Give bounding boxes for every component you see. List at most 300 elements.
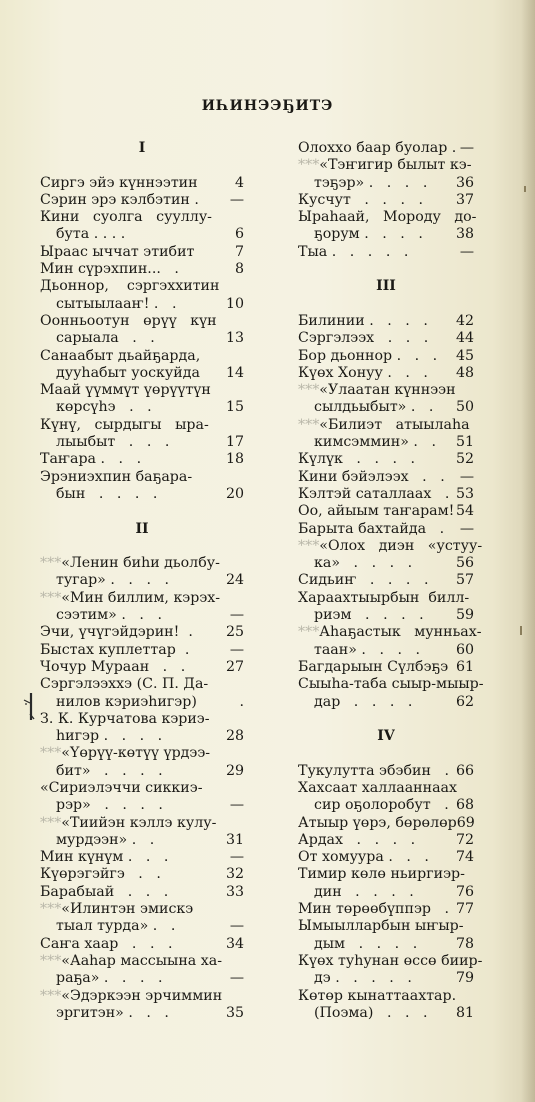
entry-title-text: Таҥара . . .	[40, 451, 142, 468]
entry-title-text: Тимир көлө ньиргиэр-	[298, 866, 465, 883]
entry-page-number: 81	[455, 1004, 474, 1021]
toc-entry	[298, 952, 483, 988]
entry-title-text: бута . . . .	[56, 226, 126, 243]
entry-title-text: Эрэниэхпин баҕара-	[40, 468, 193, 485]
toc-entry-line	[298, 676, 484, 693]
toc-entry-line	[40, 745, 244, 762]
entry-page-number: 10	[225, 295, 244, 312]
toc-entry-line	[298, 521, 474, 538]
entry-title-text: Барабыай . . .	[40, 883, 169, 900]
entry-title-text: «Тэҥигир былыт кэ-	[319, 157, 472, 174]
star-mark: ***	[298, 157, 320, 174]
toc-entry-row	[298, 244, 474, 261]
toc-entry-line	[40, 676, 244, 693]
entry-page-number: 17	[225, 434, 244, 451]
toc-entry-line	[298, 537, 483, 555]
toc-entry-row	[298, 537, 483, 555]
toc-entry-row	[298, 521, 474, 538]
entry-page-number: —	[459, 468, 474, 485]
toc-entry-line	[40, 572, 244, 589]
entry-page-number: 31	[225, 831, 244, 848]
toc-entry-line	[298, 988, 474, 1005]
toc-entry-line	[298, 348, 474, 365]
entry-title-text: «Олох диэн «устуу-	[319, 537, 483, 554]
toc-left-column	[40, 140, 244, 1022]
entry-title	[298, 659, 448, 676]
entry-page-number: 60	[455, 641, 474, 658]
entry-title	[56, 607, 162, 624]
entry-title	[298, 157, 472, 174]
toc-entry	[40, 469, 244, 504]
toc-entry-row	[298, 486, 474, 503]
entry-title-text: кимсэммин» . .	[314, 434, 436, 451]
entry-title	[314, 694, 412, 711]
entry-page-number: 38	[455, 226, 474, 243]
toc-entry-line	[298, 952, 483, 970]
toc-entry-line	[40, 434, 244, 451]
toc-entry-row	[314, 399, 474, 416]
entry-title-text: Кини бэйэлээх . .	[298, 468, 445, 485]
entry-title	[40, 866, 161, 883]
section-spacer	[298, 261, 474, 278]
toc-entry-row	[40, 209, 244, 226]
entry-page-number: 68	[455, 797, 474, 814]
toc-entry-line	[298, 192, 474, 209]
entry-title-text: Сэрин эрэ кэлбэтин .	[40, 191, 199, 208]
toc-entry-line	[298, 451, 474, 468]
toc-entry-line	[298, 313, 474, 330]
toc-entry-row	[298, 676, 484, 693]
entry-page-number: 66	[455, 762, 474, 779]
entry-title	[40, 936, 173, 953]
entry-title-text: (Поэма) . . .	[314, 1004, 428, 1021]
toc-entry-line	[40, 763, 244, 780]
entry-page-number: —	[459, 243, 474, 260]
entry-page-number: 20	[225, 485, 244, 502]
entry-page-number: 69	[456, 814, 475, 831]
toc-entry-row	[40, 936, 244, 953]
toc-entry-row	[56, 434, 244, 451]
toc-entry-line	[40, 209, 244, 226]
entry-title	[40, 590, 220, 607]
toc-entry-line	[298, 607, 474, 624]
toc-entry-line	[40, 296, 244, 313]
entry-title	[298, 676, 484, 693]
toc-entry	[40, 780, 244, 815]
entry-title	[314, 970, 412, 987]
entry-page-number: 51	[455, 434, 474, 451]
entry-title	[40, 953, 222, 970]
entry-title-text: Эчи, үчүгэйдэрин! .	[40, 624, 193, 641]
entry-page-number: 62	[455, 693, 474, 710]
entry-page-number: 77	[455, 901, 474, 918]
entry-title-text: таан» . . . .	[314, 641, 421, 658]
toc-entry-row	[314, 970, 474, 987]
entry-title-text: Санаабыт дьайҕарда,	[40, 347, 201, 364]
toc-entry	[40, 884, 244, 901]
star-mark: ***	[298, 537, 320, 554]
entry-title	[40, 642, 189, 659]
entry-page-number: 59	[455, 607, 474, 624]
entry-title	[314, 226, 423, 243]
entry-title	[298, 365, 428, 382]
toc-entry-line	[40, 175, 244, 192]
toc-entry-row	[298, 417, 474, 434]
toc-entry-row	[314, 175, 474, 192]
entry-page-number: —	[459, 140, 474, 156]
toc-entry-row	[314, 642, 474, 659]
toc-entry-row	[40, 815, 244, 832]
entry-title-text: Мин күнүм . . .	[40, 849, 169, 866]
entry-page-number: 74	[455, 849, 474, 866]
entry-page-number: 28	[225, 728, 244, 745]
entry-page-number: —	[229, 918, 244, 935]
entry-title	[56, 226, 125, 243]
entry-page-number: 56	[455, 555, 474, 572]
entry-title-text: риэм . . . .	[314, 607, 424, 624]
toc-entry-line	[40, 694, 244, 711]
toc-entry-row	[298, 659, 474, 676]
entry-page-number: 53	[455, 485, 474, 502]
entry-page-number: 61	[455, 658, 474, 675]
entry-title-text: тэҕэр» . . . .	[314, 174, 428, 191]
toc-entry	[40, 745, 244, 780]
entry-title-text: Бор дьоннор . . .	[298, 347, 438, 364]
toc-entry-line	[298, 624, 482, 641]
toc-entry-line	[298, 918, 474, 935]
toc-entry-line	[40, 226, 244, 243]
entry-title-text: «Мин биллим, кэрэх-	[61, 589, 221, 606]
toc-entry-row	[56, 296, 244, 313]
toc-entry-line	[40, 313, 244, 330]
entry-title-text: Сэргэлээх . . .	[298, 330, 429, 347]
entry-page-number: —	[229, 849, 244, 866]
page-title: ИҺИНЭЭҔИТЭ	[201, 98, 334, 114]
entry-title	[40, 417, 209, 434]
toc-entry-row	[40, 382, 244, 399]
entry-page-number: 48	[455, 364, 474, 381]
toc-entry-line	[298, 970, 474, 987]
star-mark: ***	[40, 901, 62, 918]
toc-entry	[298, 157, 474, 192]
entry-page-number: 36	[455, 174, 474, 191]
entry-title	[298, 503, 454, 520]
toc-entry-row	[298, 451, 474, 468]
entry-title	[314, 555, 412, 572]
toc-entry-row	[40, 313, 244, 330]
toc-entry-line	[40, 832, 244, 849]
section-spacer	[298, 711, 474, 728]
toc-entry-line	[40, 348, 244, 365]
star-mark: ***	[40, 952, 62, 969]
entry-title-text: лыыбыт . . .	[56, 434, 170, 451]
toc-entry	[298, 486, 474, 503]
section-heading: I	[138, 140, 146, 156]
page-gutter-shadow	[521, 0, 535, 1102]
entry-title-text: Оо, айыым таҥарам!	[298, 503, 455, 520]
toc-entry-row	[56, 572, 244, 589]
toc-entry	[40, 175, 244, 192]
entry-title	[56, 970, 163, 987]
toc-entry-line	[40, 555, 244, 572]
toc-entry-line	[298, 209, 477, 226]
entry-title	[40, 884, 168, 901]
toc-entry	[298, 659, 474, 676]
toc-entry-line	[298, 555, 474, 572]
toc-entry-line	[40, 866, 244, 883]
entry-title	[314, 797, 449, 814]
entry-title	[40, 451, 141, 468]
entry-title	[298, 832, 415, 849]
toc-entry-line	[298, 763, 474, 780]
toc-entry-row	[56, 918, 244, 935]
entry-title-text: Олоххо баар буолар .	[298, 140, 457, 156]
toc-entry-row	[314, 936, 474, 953]
toc-entry-line	[298, 469, 474, 486]
entry-page-number: .	[239, 693, 244, 710]
toc-entry	[298, 365, 474, 382]
entry-title-text: Быстах куплеттар .	[40, 641, 190, 658]
section-spacer	[40, 538, 244, 555]
toc-entry-row	[40, 642, 244, 659]
toc-entry-row	[298, 330, 474, 347]
toc-entry	[298, 348, 474, 365]
entry-title-text: нилов кэриэһигэр)	[56, 693, 197, 710]
entry-title	[56, 763, 163, 780]
toc-entry	[40, 348, 244, 383]
entry-page-number: 8	[234, 261, 244, 278]
entry-title	[298, 382, 456, 399]
toc-entry-line	[298, 659, 474, 676]
toc-entry-row	[314, 555, 474, 572]
toc-entry-row	[298, 624, 482, 641]
entry-title	[56, 330, 155, 347]
entry-title	[314, 399, 433, 416]
entry-title	[40, 780, 203, 797]
toc-entry-line	[40, 659, 244, 676]
toc-entry-line	[298, 832, 474, 849]
entry-page-number: —	[229, 797, 244, 814]
entry-page-number: 45	[455, 347, 474, 364]
toc-entry-line	[40, 918, 244, 935]
entry-title-text: Тукулутта эбэбин .	[298, 762, 449, 779]
toc-entry-line	[298, 936, 474, 953]
entry-page-number: 35	[225, 1004, 244, 1021]
entry-title	[56, 918, 175, 935]
toc-entry-line	[40, 953, 244, 970]
entry-page-number: 76	[455, 883, 474, 900]
toc-entry-row	[56, 486, 244, 503]
entry-title	[40, 988, 222, 1005]
toc-entry-line	[40, 988, 244, 1005]
entry-title-text: Кини суолга сууллу-	[40, 209, 212, 226]
entry-title	[40, 711, 210, 728]
toc-entry-row	[40, 590, 244, 607]
entry-title-text: Ардах . . . .	[298, 831, 416, 848]
entry-title	[40, 175, 198, 192]
toc-entry-line	[40, 797, 244, 814]
toc-entry-row	[40, 849, 244, 866]
entry-title-text: сарыала . .	[56, 330, 155, 347]
entry-page-number: 24	[225, 572, 244, 589]
toc-entry-row	[40, 659, 244, 676]
toc-entry-row	[40, 244, 244, 261]
entry-page-number: 29	[225, 762, 244, 779]
toc-entry-row	[40, 676, 244, 693]
entry-title-text: бын . . . .	[56, 485, 158, 502]
toc-entry	[298, 815, 474, 832]
section-heading: II	[135, 520, 149, 537]
entry-page-number: 42	[455, 312, 474, 329]
entry-title	[298, 953, 482, 970]
entry-page-number: 15	[225, 399, 244, 416]
toc-entry-line	[298, 503, 474, 520]
toc-entry-row	[314, 884, 474, 901]
entry-title-text: Хахсаат халлааннаах	[298, 779, 458, 796]
entry-title-text: «Билиэт атыылаһа	[319, 416, 470, 433]
entry-title-text: Күөрэгэйгэ . .	[40, 866, 161, 883]
toc-entry	[298, 521, 474, 538]
section-spacer	[298, 296, 474, 313]
toc-entry	[298, 780, 474, 815]
entry-title	[298, 209, 476, 226]
toc-entry-line	[40, 1005, 244, 1022]
toc-entry	[40, 313, 244, 348]
toc-entry-line	[298, 590, 474, 607]
toc-entry-row	[56, 607, 244, 624]
entry-title-text: «Улаатан күннээн	[319, 382, 456, 399]
entry-title-text: Оонньоотун өрүү күн	[40, 312, 217, 329]
entry-title-text: Тыа . . . . .	[298, 243, 409, 260]
entry-title	[298, 469, 445, 486]
entry-title	[298, 624, 482, 641]
toc-entry-row	[40, 866, 244, 883]
entry-page-number: 27	[225, 658, 244, 675]
entry-title-text: Көтөр кынаттаахтар.	[298, 987, 457, 1004]
toc-entry-row	[314, 797, 474, 814]
entry-title	[298, 901, 449, 918]
toc-entry-line	[298, 901, 474, 918]
entry-page-number: 34	[225, 935, 244, 952]
entry-title	[56, 486, 157, 503]
entry-title	[40, 624, 193, 641]
entry-title-text: тугар» . . . .	[56, 572, 169, 589]
entry-title-text: Кусчут . . . .	[298, 191, 424, 208]
paper-speck	[524, 186, 526, 192]
toc-entry-line	[40, 469, 244, 486]
entry-title	[56, 1005, 169, 1022]
star-mark: ***	[40, 987, 62, 1004]
entry-title-text: Кэлтэй саталлаах .	[298, 485, 450, 502]
toc-entry-line	[298, 226, 474, 243]
toc-entry-row	[314, 226, 474, 243]
toc-entry	[298, 417, 474, 452]
toc-entry-line	[298, 866, 474, 883]
section-heading: III	[376, 278, 396, 295]
entry-title-text: Чочур Мураан . .	[40, 658, 186, 675]
section-spacer	[40, 157, 244, 174]
entry-title	[40, 849, 168, 866]
toc-entry	[298, 209, 477, 244]
toc-entry-line	[40, 815, 244, 832]
entry-title	[298, 815, 457, 832]
entry-title	[40, 555, 220, 572]
toc-entry-row	[314, 1005, 474, 1022]
entry-title-text: эргитэн» . . .	[56, 1004, 169, 1021]
toc-entry-row	[56, 832, 244, 849]
entry-title	[314, 607, 424, 624]
entry-page-number: 4	[234, 174, 244, 191]
toc-entry-row	[40, 988, 244, 1005]
entry-title	[56, 728, 162, 745]
toc-entry-line	[40, 365, 244, 382]
toc-entry-row	[298, 866, 474, 883]
toc-entry-line	[40, 780, 244, 797]
toc-entry-line	[40, 382, 244, 399]
toc-entry-row	[40, 901, 244, 918]
entry-title-text: «Сириэлэччи сиккиэ-	[40, 779, 203, 796]
entry-title-text: тыал турда» . .	[56, 918, 176, 935]
entry-page-number: 14	[225, 364, 244, 381]
toc-entry	[40, 624, 244, 641]
entry-title-text: «Ленин биһи дьолбу-	[61, 555, 220, 572]
entry-page-number: 78	[455, 935, 474, 952]
toc-entry-line	[40, 711, 244, 728]
toc-entry-row	[56, 970, 244, 987]
entry-title	[314, 434, 436, 451]
entry-title	[298, 572, 428, 589]
entry-title-text: «Ааһар массыына ха-	[61, 952, 222, 969]
toc-entry-row	[298, 209, 477, 226]
star-mark: ***	[298, 624, 320, 641]
toc-entry	[298, 866, 474, 901]
entry-title-text: Маай үүммүт үөрүүтүн	[40, 382, 211, 399]
toc-entry-row	[298, 503, 474, 520]
entry-page-number: —	[459, 520, 474, 537]
entry-title	[314, 1005, 428, 1022]
entry-title	[56, 434, 169, 451]
entry-title-text: Сиргэ эйэ күннээтин	[40, 174, 198, 191]
toc-entry	[298, 676, 484, 711]
toc-entry-line	[298, 157, 474, 174]
toc-entry	[298, 918, 474, 953]
toc-entry-row	[40, 884, 244, 901]
toc-entry-row	[298, 952, 483, 970]
entry-title-text: Аһаҕастык мунньах-	[319, 624, 482, 641]
toc-entry-row	[40, 711, 244, 728]
toc-entry	[40, 676, 244, 711]
paper-speck	[520, 626, 522, 635]
toc-entry-row	[298, 140, 474, 157]
entry-title-text: От хомуура . . .	[298, 849, 429, 866]
toc-entry-line	[40, 624, 244, 641]
toc-entry-line	[40, 330, 244, 347]
entry-title	[298, 451, 415, 468]
section-spacer	[40, 503, 244, 520]
entry-title-text: дар . . . .	[314, 693, 413, 710]
toc-entry-row	[40, 192, 244, 209]
toc-entry	[40, 590, 244, 625]
entry-title	[40, 659, 185, 676]
toc-entry	[298, 451, 474, 468]
toc-entry	[40, 866, 244, 883]
toc-entry-line	[298, 572, 474, 589]
toc-entry-row	[56, 1005, 244, 1022]
toc-entry-line	[298, 849, 474, 866]
entry-title-text: раҕа» . . . .	[56, 970, 163, 987]
toc-entry-row	[40, 348, 244, 365]
toc-entry-row	[40, 261, 244, 278]
